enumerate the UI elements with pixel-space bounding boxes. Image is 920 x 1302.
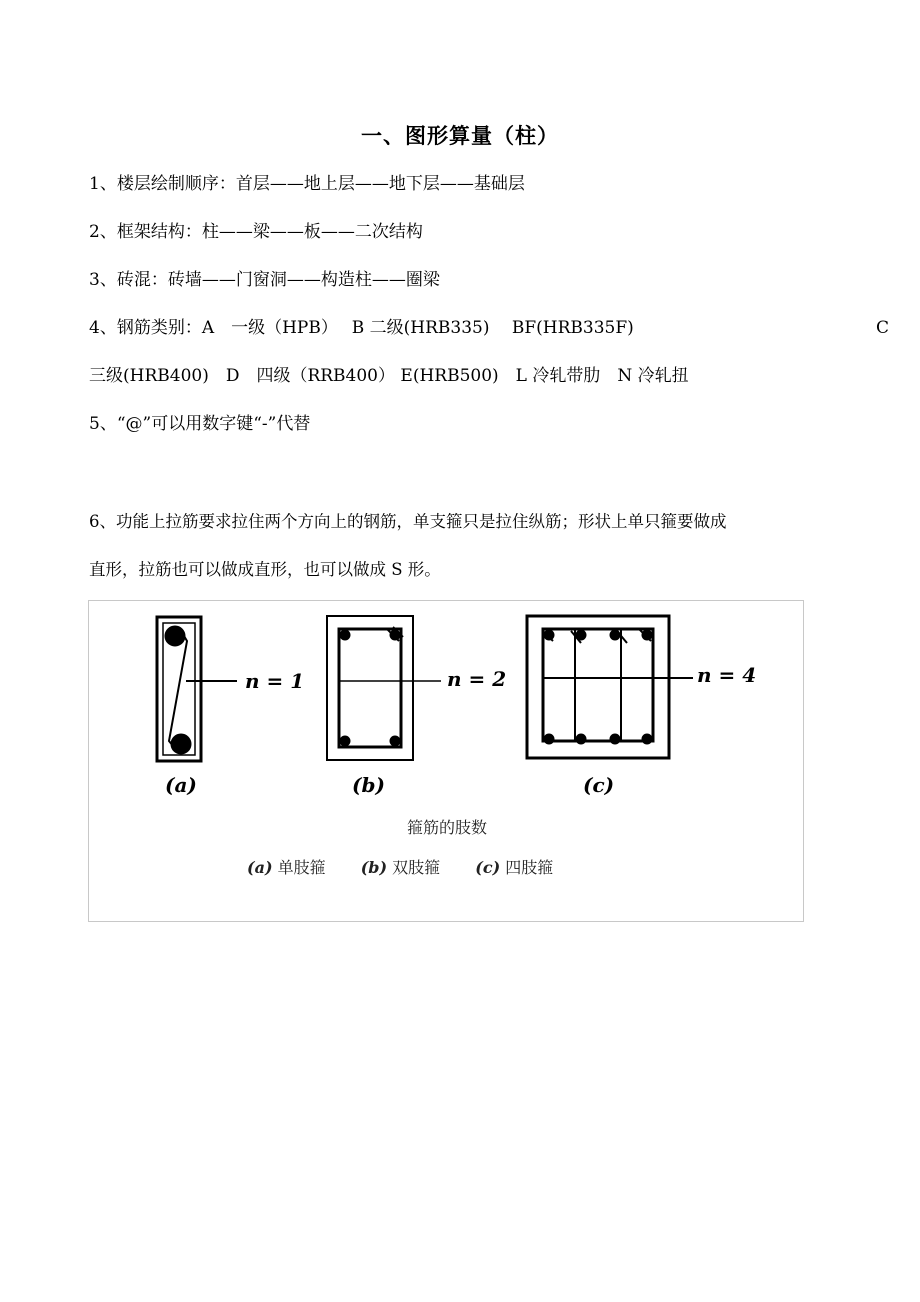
panel-c-bar-8 <box>642 734 652 744</box>
page-title: 一、图形算量（柱） <box>361 123 559 148</box>
panel-c-hooks <box>543 629 651 643</box>
panel-a-tie <box>169 629 187 751</box>
stirrup-figure <box>88 600 804 922</box>
text-line-4 <box>89 316 889 340</box>
panel-b-n-label: n = 2 <box>447 667 507 691</box>
text-line-4-end: C <box>875 318 889 338</box>
text-line-1: 1、楼层绘制顺序：首层——地上层——地下层——基础层 <box>89 174 525 194</box>
legend-key-a: (a) <box>247 858 273 877</box>
panel-b-bar-bl <box>340 736 350 746</box>
panel-b-label: (b) <box>352 773 385 797</box>
legend-text-a: 单肢箍 <box>277 858 326 877</box>
panel-c-stirrup <box>543 629 653 741</box>
panel-c-bar-4 <box>642 630 652 640</box>
panel-c-bar-6 <box>576 734 586 744</box>
text-line-3: 3、砖混：砖墙——门窗洞——构造柱——圈梁 <box>89 270 440 290</box>
panel-a-n-label: n = 1 <box>245 669 305 693</box>
panel-c-bar-1 <box>544 630 554 640</box>
panel-a-top-bar <box>165 626 185 646</box>
text-line-4-main: 4、钢筋类别：A 一级（HPB） B 二级(HRB335) BF(HRB335F) <box>89 318 634 338</box>
legend-item-b <box>361 858 446 877</box>
panel-c-label: (c) <box>583 773 615 797</box>
legend-key-c: (c) <box>475 858 501 877</box>
figure-caption: 箍筋的肢数 <box>406 818 487 837</box>
legend-text-b: 双肢箍 <box>392 858 441 877</box>
panel-c-bar-5 <box>544 734 554 744</box>
panel-b-bar-br <box>390 736 400 746</box>
panel-c-n-label: n = 4 <box>697 663 757 687</box>
panel-a-bottom-bar <box>171 734 191 754</box>
legend-text-c: 四肢箍 <box>505 858 554 877</box>
text-line-4-continued: 三级(HRB400) D 四级（RRB400） E(HRB500) L 冷轧带肋 N 冷轧扭 <box>89 366 689 386</box>
panel-b-stirrup <box>339 629 401 747</box>
panel-c-bar-7 <box>610 734 620 744</box>
legend-item-a <box>247 858 331 877</box>
legend-key-b: (b) <box>360 858 388 877</box>
text-line-2: 2、框架结构：柱——梁——板——二次结构 <box>89 222 423 242</box>
panel-a-label: (a) <box>165 773 197 797</box>
figure-legend <box>247 855 583 878</box>
panel-b-bar-tl <box>340 630 350 640</box>
text-line-5: 5、“@”可以用数字键“-”代替 <box>89 414 311 434</box>
legend-item-c <box>475 858 553 877</box>
text-line-6b: 直形，拉筋也可以做成直形，也可以做成 S 形。 <box>89 560 441 579</box>
text-line-6a: 6、功能上拉筋要求拉住两个方向上的钢筋，单支箍只是拉住纵筋；形状上单只箍要做成 <box>89 512 727 531</box>
